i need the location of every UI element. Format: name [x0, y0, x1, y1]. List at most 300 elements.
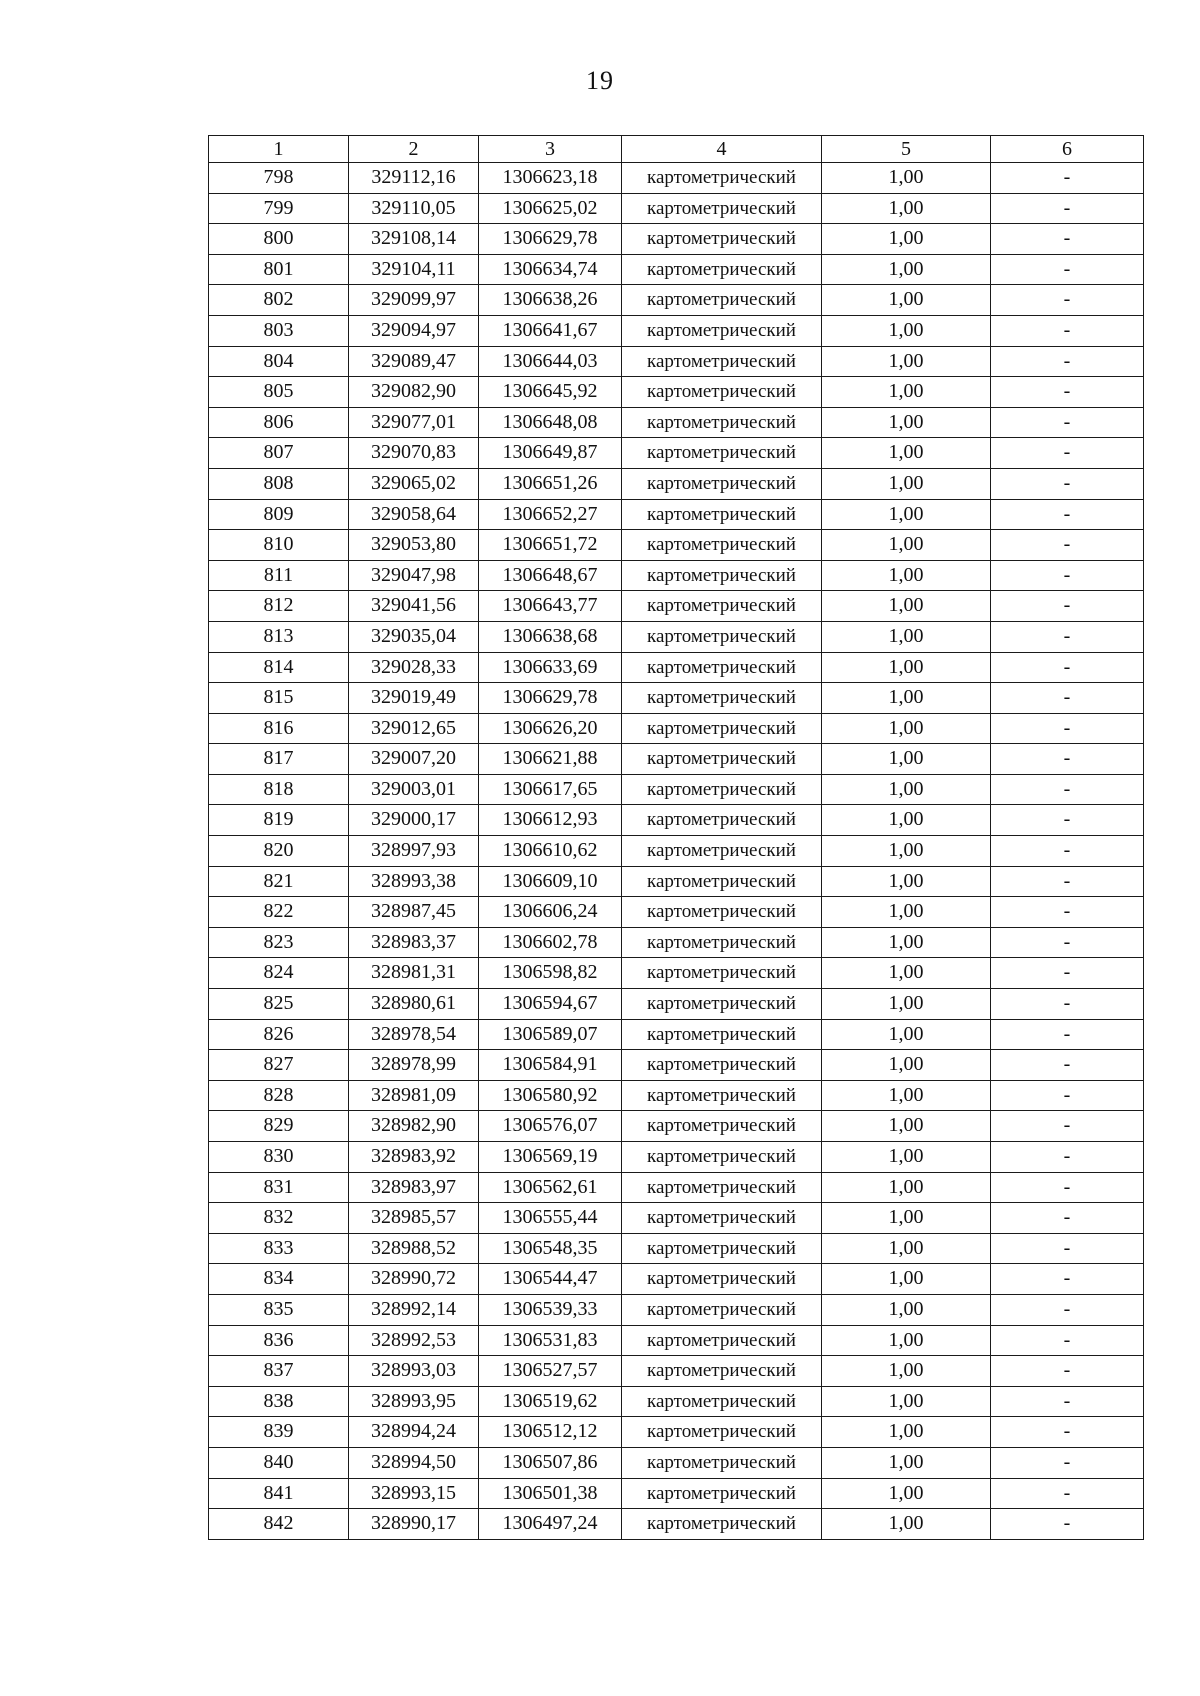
x-coordinate-cell: 329053,80	[349, 530, 479, 561]
y-coordinate-cell: 1306555,44	[479, 1203, 622, 1234]
method-cell: картометрический	[622, 866, 822, 897]
accuracy-cell: 1,00	[822, 805, 991, 836]
y-coordinate-cell: 1306651,72	[479, 530, 622, 561]
table-row	[209, 1203, 1144, 1234]
accuracy-cell: 1,00	[822, 1019, 991, 1050]
x-coordinate-cell: 329070,83	[349, 438, 479, 469]
accuracy-cell: 1,00	[822, 774, 991, 805]
x-coordinate-cell: 329089,47	[349, 346, 479, 377]
point-description-cell: -	[991, 866, 1144, 897]
method-cell: картометрический	[622, 1050, 822, 1081]
table-row	[209, 1142, 1144, 1173]
point-description-cell: -	[991, 1080, 1144, 1111]
point-description-cell: -	[991, 285, 1144, 316]
method-cell: картометрический	[622, 254, 822, 285]
point-description-cell: -	[991, 1111, 1144, 1142]
y-coordinate-cell: 1306623,18	[479, 163, 622, 194]
point-number-cell: 808	[209, 468, 349, 499]
accuracy-cell: 1,00	[822, 193, 991, 224]
x-coordinate-cell: 329041,56	[349, 591, 479, 622]
y-coordinate-cell: 1306527,57	[479, 1356, 622, 1387]
accuracy-cell: 1,00	[822, 1417, 991, 1448]
accuracy-cell: 1,00	[822, 958, 991, 989]
point-number-cell: 838	[209, 1386, 349, 1417]
accuracy-cell: 1,00	[822, 1294, 991, 1325]
accuracy-cell: 1,00	[822, 377, 991, 408]
method-cell: картометрический	[622, 927, 822, 958]
table-row	[209, 346, 1144, 377]
point-number-cell: 830	[209, 1142, 349, 1173]
x-coordinate-cell: 329058,64	[349, 499, 479, 530]
x-coordinate-cell: 329028,33	[349, 652, 479, 683]
table-row	[209, 254, 1144, 285]
method-cell: картометрический	[622, 805, 822, 836]
point-description-cell: -	[991, 1417, 1144, 1448]
method-cell: картометрический	[622, 1478, 822, 1509]
point-description-cell: -	[991, 713, 1144, 744]
point-number-cell: 831	[209, 1172, 349, 1203]
table-row	[209, 1080, 1144, 1111]
accuracy-cell: 1,00	[822, 163, 991, 194]
point-number-cell: 814	[209, 652, 349, 683]
method-cell: картометрический	[622, 958, 822, 989]
point-description-cell: -	[991, 652, 1144, 683]
point-description-cell: -	[991, 1019, 1144, 1050]
method-cell: картометрический	[622, 468, 822, 499]
accuracy-cell: 1,00	[822, 560, 991, 591]
accuracy-cell: 1,00	[822, 530, 991, 561]
page-number: 19	[586, 66, 614, 95]
table-row	[209, 163, 1144, 194]
x-coordinate-cell: 328980,61	[349, 989, 479, 1020]
accuracy-cell: 1,00	[822, 927, 991, 958]
point-description-cell: -	[991, 1386, 1144, 1417]
method-cell: картометрический	[622, 1019, 822, 1050]
y-coordinate-cell: 1306648,08	[479, 407, 622, 438]
method-cell: картометрический	[622, 1264, 822, 1295]
accuracy-cell: 1,00	[822, 652, 991, 683]
x-coordinate-cell: 328981,09	[349, 1080, 479, 1111]
y-coordinate-cell: 1306633,69	[479, 652, 622, 683]
method-cell: картометрический	[622, 1172, 822, 1203]
point-description-cell: -	[991, 224, 1144, 255]
table-row	[209, 285, 1144, 316]
point-number-cell: 825	[209, 989, 349, 1020]
x-coordinate-cell: 328978,99	[349, 1050, 479, 1081]
point-number-cell: 821	[209, 866, 349, 897]
method-cell: картометрический	[622, 1142, 822, 1173]
table-row	[209, 591, 1144, 622]
point-number-cell: 828	[209, 1080, 349, 1111]
x-coordinate-cell: 328992,14	[349, 1294, 479, 1325]
x-coordinate-cell: 328987,45	[349, 897, 479, 928]
accuracy-cell: 1,00	[822, 315, 991, 346]
method-cell: картометрический	[622, 1447, 822, 1478]
x-coordinate-cell: 329047,98	[349, 560, 479, 591]
table-row	[209, 1264, 1144, 1295]
y-coordinate-cell: 1306621,88	[479, 744, 622, 775]
point-number-cell: 816	[209, 713, 349, 744]
point-number-cell: 800	[209, 224, 349, 255]
accuracy-cell: 1,00	[822, 744, 991, 775]
point-number-cell: 803	[209, 315, 349, 346]
y-coordinate-cell: 1306626,20	[479, 713, 622, 744]
accuracy-cell: 1,00	[822, 683, 991, 714]
method-cell: картометрический	[622, 1203, 822, 1234]
header-cell-3: 3	[479, 136, 622, 163]
accuracy-cell: 1,00	[822, 468, 991, 499]
x-coordinate-cell: 329012,65	[349, 713, 479, 744]
point-number-cell: 802	[209, 285, 349, 316]
table-row	[209, 1325, 1144, 1356]
x-coordinate-cell: 329019,49	[349, 683, 479, 714]
x-coordinate-cell: 329007,20	[349, 744, 479, 775]
x-coordinate-cell: 328997,93	[349, 836, 479, 867]
method-cell: картометрический	[622, 591, 822, 622]
table-row	[209, 1172, 1144, 1203]
point-description-cell: -	[991, 744, 1144, 775]
table-row	[209, 897, 1144, 928]
table-row	[209, 1111, 1144, 1142]
x-coordinate-cell: 328981,31	[349, 958, 479, 989]
accuracy-cell: 1,00	[822, 866, 991, 897]
y-coordinate-cell: 1306594,67	[479, 989, 622, 1020]
method-cell: картометрический	[622, 774, 822, 805]
method-cell: картометрический	[622, 377, 822, 408]
point-description-cell: -	[991, 163, 1144, 194]
table-row	[209, 1447, 1144, 1478]
x-coordinate-cell: 328978,54	[349, 1019, 479, 1050]
table-row	[209, 1356, 1144, 1387]
point-number-cell: 812	[209, 591, 349, 622]
method-cell: картометрический	[622, 1233, 822, 1264]
accuracy-cell: 1,00	[822, 407, 991, 438]
table-row	[209, 774, 1144, 805]
point-description-cell: -	[991, 346, 1144, 377]
table-row	[209, 958, 1144, 989]
accuracy-cell: 1,00	[822, 621, 991, 652]
point-description-cell: -	[991, 315, 1144, 346]
accuracy-cell: 1,00	[822, 1203, 991, 1234]
method-cell: картометрический	[622, 285, 822, 316]
point-number-cell: 823	[209, 927, 349, 958]
accuracy-cell: 1,00	[822, 254, 991, 285]
table-row	[209, 836, 1144, 867]
x-coordinate-cell: 328988,52	[349, 1233, 479, 1264]
table-row	[209, 438, 1144, 469]
y-coordinate-cell: 1306539,33	[479, 1294, 622, 1325]
y-coordinate-cell: 1306652,27	[479, 499, 622, 530]
point-description-cell: -	[991, 805, 1144, 836]
table-row	[209, 652, 1144, 683]
x-coordinate-cell: 328994,50	[349, 1447, 479, 1478]
point-number-cell: 815	[209, 683, 349, 714]
table-row	[209, 1509, 1144, 1540]
method-cell: картометрический	[622, 1080, 822, 1111]
point-number-cell: 798	[209, 163, 349, 194]
y-coordinate-cell: 1306569,19	[479, 1142, 622, 1173]
point-number-cell: 810	[209, 530, 349, 561]
point-description-cell: -	[991, 530, 1144, 561]
method-cell: картометрический	[622, 1294, 822, 1325]
table-row	[209, 224, 1144, 255]
x-coordinate-cell: 328990,72	[349, 1264, 479, 1295]
point-description-cell: -	[991, 1233, 1144, 1264]
x-coordinate-cell: 329077,01	[349, 407, 479, 438]
point-number-cell: 835	[209, 1294, 349, 1325]
point-description-cell: -	[991, 774, 1144, 805]
method-cell: картометрический	[622, 1386, 822, 1417]
method-cell: картометрический	[622, 1417, 822, 1448]
method-cell: картометрический	[622, 193, 822, 224]
point-number-cell: 811	[209, 560, 349, 591]
x-coordinate-cell: 328990,17	[349, 1509, 479, 1540]
y-coordinate-cell: 1306643,77	[479, 591, 622, 622]
accuracy-cell: 1,00	[822, 224, 991, 255]
accuracy-cell: 1,00	[822, 591, 991, 622]
accuracy-cell: 1,00	[822, 1172, 991, 1203]
header-cell-6: 6	[991, 136, 1144, 163]
accuracy-cell: 1,00	[822, 989, 991, 1020]
point-number-cell: 804	[209, 346, 349, 377]
y-coordinate-cell: 1306501,38	[479, 1478, 622, 1509]
point-description-cell: -	[991, 1478, 1144, 1509]
table-row	[209, 989, 1144, 1020]
point-description-cell: -	[991, 836, 1144, 867]
y-coordinate-cell: 1306576,07	[479, 1111, 622, 1142]
point-description-cell: -	[991, 560, 1144, 591]
accuracy-cell: 1,00	[822, 1050, 991, 1081]
point-number-cell: 829	[209, 1111, 349, 1142]
point-description-cell: -	[991, 989, 1144, 1020]
point-number-cell: 805	[209, 377, 349, 408]
x-coordinate-cell: 328983,92	[349, 1142, 479, 1173]
accuracy-cell: 1,00	[822, 1447, 991, 1478]
method-cell: картометрический	[622, 530, 822, 561]
x-coordinate-cell: 329003,01	[349, 774, 479, 805]
method-cell: картометрический	[622, 713, 822, 744]
table-row	[209, 468, 1144, 499]
table-row	[209, 530, 1144, 561]
table-body	[209, 163, 1144, 1540]
accuracy-cell: 1,00	[822, 1142, 991, 1173]
method-cell: картометрический	[622, 163, 822, 194]
method-cell: картометрический	[622, 1111, 822, 1142]
accuracy-cell: 1,00	[822, 1478, 991, 1509]
point-number-cell: 820	[209, 836, 349, 867]
table-row	[209, 621, 1144, 652]
x-coordinate-cell: 329035,04	[349, 621, 479, 652]
table-row	[209, 377, 1144, 408]
y-coordinate-cell: 1306584,91	[479, 1050, 622, 1081]
method-cell: картометрический	[622, 407, 822, 438]
point-number-cell: 833	[209, 1233, 349, 1264]
point-number-cell: 824	[209, 958, 349, 989]
table-row	[209, 315, 1144, 346]
y-coordinate-cell: 1306562,61	[479, 1172, 622, 1203]
accuracy-cell: 1,00	[822, 346, 991, 377]
point-number-cell: 799	[209, 193, 349, 224]
method-cell: картометрический	[622, 683, 822, 714]
table-row	[209, 805, 1144, 836]
table-row	[209, 1417, 1144, 1448]
table-row	[209, 744, 1144, 775]
method-cell: картометрический	[622, 744, 822, 775]
accuracy-cell: 1,00	[822, 499, 991, 530]
accuracy-cell: 1,00	[822, 1386, 991, 1417]
point-description-cell: -	[991, 1142, 1144, 1173]
accuracy-cell: 1,00	[822, 1233, 991, 1264]
x-coordinate-cell: 328993,38	[349, 866, 479, 897]
point-description-cell: -	[991, 1294, 1144, 1325]
method-cell: картометрический	[622, 560, 822, 591]
x-coordinate-cell: 329104,11	[349, 254, 479, 285]
x-coordinate-cell: 329099,97	[349, 285, 479, 316]
y-coordinate-cell: 1306609,10	[479, 866, 622, 897]
y-coordinate-cell: 1306638,68	[479, 621, 622, 652]
method-cell: картометрический	[622, 499, 822, 530]
point-description-cell: -	[991, 683, 1144, 714]
point-number-cell: 842	[209, 1509, 349, 1540]
table-row	[209, 1386, 1144, 1417]
table-row	[209, 407, 1144, 438]
x-coordinate-cell: 328983,37	[349, 927, 479, 958]
method-cell: картометрический	[622, 1356, 822, 1387]
point-description-cell: -	[991, 927, 1144, 958]
point-number-cell: 826	[209, 1019, 349, 1050]
point-description-cell: -	[991, 1050, 1144, 1081]
table-row	[209, 866, 1144, 897]
point-description-cell: -	[991, 407, 1144, 438]
accuracy-cell: 1,00	[822, 438, 991, 469]
point-description-cell: -	[991, 591, 1144, 622]
table-row	[209, 1294, 1144, 1325]
x-coordinate-cell: 328983,97	[349, 1172, 479, 1203]
x-coordinate-cell: 328985,57	[349, 1203, 479, 1234]
y-coordinate-cell: 1306644,03	[479, 346, 622, 377]
x-coordinate-cell: 329065,02	[349, 468, 479, 499]
table-row	[209, 1233, 1144, 1264]
x-coordinate-cell: 328992,53	[349, 1325, 479, 1356]
method-cell: картометрический	[622, 224, 822, 255]
point-number-cell: 836	[209, 1325, 349, 1356]
table-row	[209, 1478, 1144, 1509]
header-cell-2: 2	[349, 136, 479, 163]
accuracy-cell: 1,00	[822, 1356, 991, 1387]
method-cell: картометрический	[622, 315, 822, 346]
header-cell-5: 5	[822, 136, 991, 163]
y-coordinate-cell: 1306634,74	[479, 254, 622, 285]
y-coordinate-cell: 1306648,67	[479, 560, 622, 591]
accuracy-cell: 1,00	[822, 285, 991, 316]
method-cell: картометрический	[622, 438, 822, 469]
point-description-cell: -	[991, 897, 1144, 928]
y-coordinate-cell: 1306598,82	[479, 958, 622, 989]
method-cell: картометрический	[622, 989, 822, 1020]
accuracy-cell: 1,00	[822, 836, 991, 867]
point-number-cell: 817	[209, 744, 349, 775]
point-description-cell: -	[991, 958, 1144, 989]
point-number-cell: 837	[209, 1356, 349, 1387]
method-cell: картометрический	[622, 897, 822, 928]
method-cell: картометрический	[622, 1509, 822, 1540]
y-coordinate-cell: 1306519,62	[479, 1386, 622, 1417]
y-coordinate-cell: 1306548,35	[479, 1233, 622, 1264]
header-row	[209, 136, 1144, 163]
x-coordinate-cell: 329110,05	[349, 193, 479, 224]
x-coordinate-cell: 328993,03	[349, 1356, 479, 1387]
point-number-cell: 832	[209, 1203, 349, 1234]
x-coordinate-cell: 329108,14	[349, 224, 479, 255]
y-coordinate-cell: 1306589,07	[479, 1019, 622, 1050]
y-coordinate-cell: 1306606,24	[479, 897, 622, 928]
y-coordinate-cell: 1306610,62	[479, 836, 622, 867]
y-coordinate-cell: 1306641,67	[479, 315, 622, 346]
accuracy-cell: 1,00	[822, 897, 991, 928]
point-description-cell: -	[991, 1509, 1144, 1540]
accuracy-cell: 1,00	[822, 1264, 991, 1295]
point-description-cell: -	[991, 499, 1144, 530]
point-number-cell: 813	[209, 621, 349, 652]
method-cell: картометрический	[622, 836, 822, 867]
table-row	[209, 560, 1144, 591]
y-coordinate-cell: 1306625,02	[479, 193, 622, 224]
point-description-cell: -	[991, 193, 1144, 224]
x-coordinate-cell: 329082,90	[349, 377, 479, 408]
y-coordinate-cell: 1306497,24	[479, 1509, 622, 1540]
point-description-cell: -	[991, 1264, 1144, 1295]
x-coordinate-cell: 329000,17	[349, 805, 479, 836]
point-description-cell: -	[991, 621, 1144, 652]
method-cell: картометрический	[622, 621, 822, 652]
x-coordinate-cell: 328994,24	[349, 1417, 479, 1448]
point-number-cell: 840	[209, 1447, 349, 1478]
point-number-cell: 822	[209, 897, 349, 928]
y-coordinate-cell: 1306612,93	[479, 805, 622, 836]
accuracy-cell: 1,00	[822, 1111, 991, 1142]
table-header	[209, 136, 1144, 163]
point-description-cell: -	[991, 254, 1144, 285]
point-number-cell: 807	[209, 438, 349, 469]
point-number-cell: 834	[209, 1264, 349, 1295]
point-number-cell: 806	[209, 407, 349, 438]
table-row	[209, 927, 1144, 958]
y-coordinate-cell: 1306544,47	[479, 1264, 622, 1295]
point-description-cell: -	[991, 1172, 1144, 1203]
accuracy-cell: 1,00	[822, 1325, 991, 1356]
y-coordinate-cell: 1306649,87	[479, 438, 622, 469]
point-description-cell: -	[991, 468, 1144, 499]
table-row	[209, 713, 1144, 744]
point-number-cell: 841	[209, 1478, 349, 1509]
y-coordinate-cell: 1306629,78	[479, 224, 622, 255]
table-row	[209, 683, 1144, 714]
y-coordinate-cell: 1306580,92	[479, 1080, 622, 1111]
x-coordinate-cell: 328993,15	[349, 1478, 479, 1509]
accuracy-cell: 1,00	[822, 1509, 991, 1540]
x-coordinate-cell: 329094,97	[349, 315, 479, 346]
table-row	[209, 499, 1144, 530]
y-coordinate-cell: 1306638,26	[479, 285, 622, 316]
point-description-cell: -	[991, 377, 1144, 408]
y-coordinate-cell: 1306512,12	[479, 1417, 622, 1448]
point-number-cell: 839	[209, 1417, 349, 1448]
y-coordinate-cell: 1306651,26	[479, 468, 622, 499]
x-coordinate-cell: 328993,95	[349, 1386, 479, 1417]
x-coordinate-cell: 328982,90	[349, 1111, 479, 1142]
table-row	[209, 1050, 1144, 1081]
point-number-cell: 819	[209, 805, 349, 836]
